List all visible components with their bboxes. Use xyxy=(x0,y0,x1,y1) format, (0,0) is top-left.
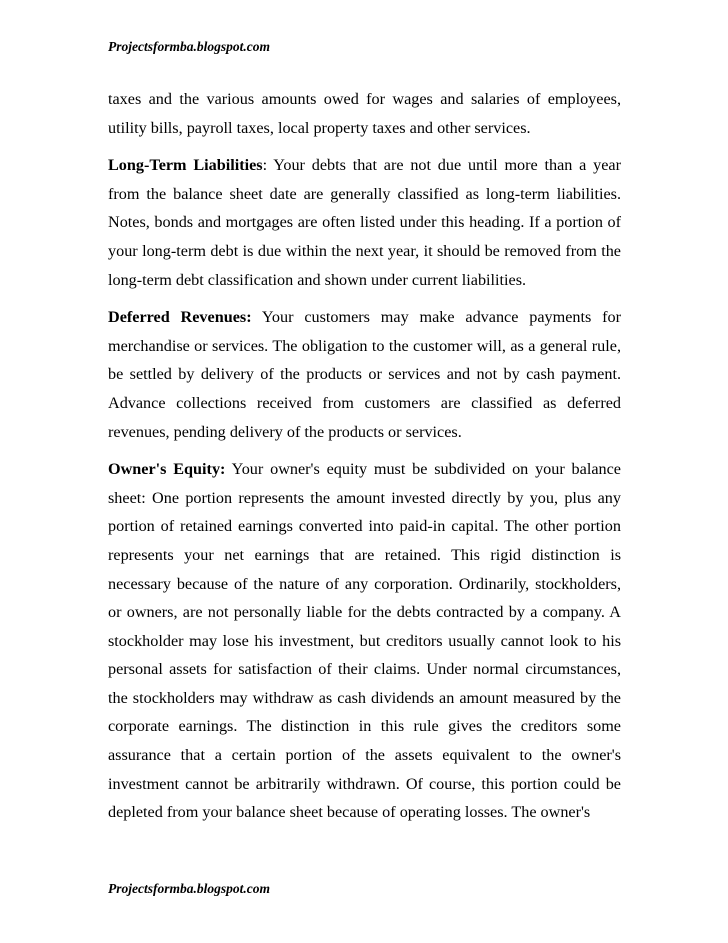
document-body xyxy=(108,85,621,836)
paragraph-text: Your customers may make advance payments for merchandise or services. The obligation to the customer will, as a general rule, be settled by delivery of the products or services and not by cash payment. Advance collections received from customers are classified as deferred revenues, pending delivery of the products or services. xyxy=(108,308,621,441)
paragraph-text: taxes and the various amounts owed for wages and salaries of employees, utility bills, payroll taxes, local property taxes and other services. xyxy=(108,90,621,137)
paragraph-text: Your owner's equity must be subdivided on your balance sheet: One portion represents the amount invested directly by you, plus any portion of retained earnings converted into paid-in capital. The other portion represents your net earnings that are retained. This rigid distinction is necessary because of the nature of any corporation. Ordinarily, stockholders, or owners, are not personally liable for the debts contracted by a company. A stockholder may lose his investment, but creditors usually cannot look to his personal assets for satisfaction of their claims. Under normal circumstances, the stockholders may withdraw as cash dividends an amount measured by the corporate earnings. The distinction in this rule gives the creditors some assurance that a certain portion of the assets equivalent to the owner's investment cannot be arbitrarily withdrawn. Of course, this portion could be depleted from your balance sheet because of operating losses. The owner's xyxy=(108,460,621,822)
paragraph-term: Owner's Equity: xyxy=(108,460,226,479)
paragraph-owners-equity xyxy=(108,455,621,827)
paragraph-term: Long-Term Liabilities xyxy=(108,156,263,175)
page-header: Projectsformba.blogspot.com xyxy=(108,39,270,54)
paragraph-deferred-revenues xyxy=(108,303,621,446)
paragraph-text: : Your debts that are not due until more than a year from the balance sheet date are generally classified as long-term liabilities. Notes, bonds and mortgages are often listed under this heading. If a portion of your long-term debt is due within the next year, it should be removed from the long-term debt classification and shown under current liabilities. xyxy=(108,156,621,289)
page-footer: Projectsformba.blogspot.com xyxy=(108,881,270,896)
paragraph-current-liabilities-continued xyxy=(108,85,621,142)
paragraph-long-term-liabilities xyxy=(108,151,621,294)
paragraph-term: Deferred Revenues: xyxy=(108,308,252,327)
